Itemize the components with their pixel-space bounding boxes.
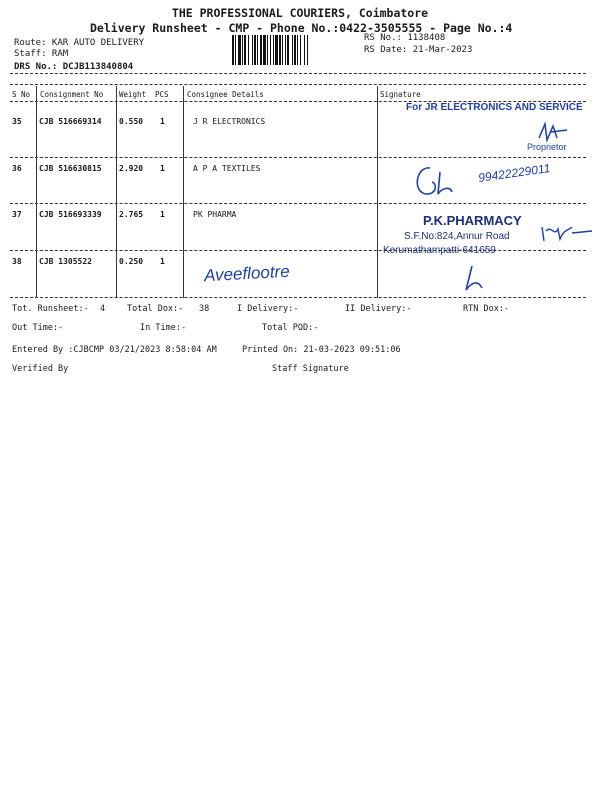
col-header-weight: Weight (119, 90, 147, 99)
barcode-bar (294, 35, 296, 65)
rs-number: RS No.: 1138408 (364, 33, 446, 43)
barcode-bar (260, 35, 262, 65)
barcode-bar (235, 35, 236, 65)
row-divider (10, 203, 586, 204)
page-title: THE PROFESSIONAL COURIERS, Coimbatore (171, 6, 429, 20)
row-consignment: CJB 516669314 (39, 117, 102, 126)
row-weight: 0.250 (119, 257, 144, 266)
route-label: Route: KAR AUTO DELIVERY (14, 38, 145, 48)
total-pod-label: Total POD:- (262, 323, 319, 333)
page-subtitle: Delivery Runsheet - CMP - Phone No.:0422-3505555 - Page No.:4 (90, 21, 513, 35)
barcode-bar (307, 35, 308, 65)
row-consignment: CJB 516630815 (39, 164, 102, 173)
column-line (36, 86, 37, 298)
row-consignee: PK PHARMA (193, 210, 237, 219)
barcode-bar (252, 35, 253, 65)
row-weight: 2.920 (119, 164, 144, 173)
barcode-bar (304, 35, 305, 65)
in-time-label: In Time:- (140, 323, 187, 333)
barcode-bar (238, 35, 241, 65)
barcode-graphic (232, 35, 356, 65)
barcode-bar (248, 35, 249, 65)
total-dox-label: Total Dox:- (127, 304, 184, 314)
tot-runsheet-label: Tot. Runsheet:- (12, 304, 89, 314)
barcode-bar (232, 35, 234, 65)
divider (10, 73, 586, 74)
col-header-signature: Signature (380, 90, 421, 99)
column-line (377, 86, 378, 298)
barcode-bar (242, 35, 243, 65)
row-pcs: 1 (160, 257, 165, 266)
column-line (183, 86, 184, 298)
barcode-bar (275, 35, 278, 65)
ii-delivery-label: II Delivery:- (345, 304, 412, 314)
signature-scribble-4 (452, 264, 492, 294)
barcode-bar (279, 35, 281, 65)
stamp-pk-pharmacy: P.K.PHARMACY (423, 213, 522, 228)
signature-scribble-3 (538, 217, 594, 251)
row-pcs: 1 (160, 210, 165, 219)
row-divider (10, 250, 586, 251)
row-sno: 38 (12, 257, 22, 266)
barcode-bar (297, 35, 298, 65)
row-pcs: 1 (160, 164, 165, 173)
row-sno: 36 (12, 164, 22, 173)
barcode-bar (263, 35, 266, 65)
row-consignee: A P A TEXTILES (193, 164, 261, 173)
rtn-dox-label: RTN Dox:- (463, 304, 510, 314)
barcode-bar (300, 35, 301, 65)
barcode-bar (287, 35, 289, 65)
barcode-bar (257, 35, 258, 65)
handwritten-phone: 99422229011 (477, 161, 552, 185)
rs-date: RS Date: 21-Mar-2023 (364, 45, 473, 55)
row-divider (10, 157, 586, 158)
out-time-label: Out Time:- (12, 323, 64, 333)
column-line (116, 86, 117, 298)
row-sno: 35 (12, 117, 22, 126)
col-header-consignee: Consignee Details (187, 90, 264, 99)
entered-by: Entered By :CJBCMP 03/21/2023 8:58:04 AM (12, 345, 217, 355)
i-delivery-label: I Delivery:- (237, 304, 299, 314)
barcode-bar (267, 35, 268, 65)
row-divider (10, 297, 586, 298)
total-dox-value: 38 (199, 304, 210, 314)
barcode-bar (292, 35, 293, 65)
row-weight: 2.765 (119, 210, 144, 219)
barcode-bar (282, 35, 283, 65)
col-header-consignment: Consignment No (40, 90, 104, 99)
staff-label: Staff: RAM (14, 49, 69, 59)
signature-scribble-1 (533, 118, 573, 148)
row-consignment: CJB 1305522 (39, 257, 92, 266)
barcode-bar (244, 35, 246, 65)
row-consignee: J R ELECTRONICS (193, 117, 266, 126)
stamp-proprietor: Proprietor (527, 142, 567, 152)
stamp-locality: Kerumathampatti-641659 (383, 245, 496, 256)
row-sno: 37 (12, 210, 22, 219)
stamp-jr-electronics: For JR ELECTRONICS AND SERVICE (406, 102, 583, 113)
barcode-bar (285, 35, 286, 65)
tot-runsheet-value: 4 (100, 304, 106, 314)
divider (10, 84, 586, 85)
verified-by: Verified By (12, 364, 69, 374)
row-consignment: CJB 516693339 (39, 210, 102, 219)
barcode-bar (273, 35, 274, 65)
col-header-pcs: PCS (155, 90, 169, 99)
stamp-address: S.F.No:824,Annur Road (404, 231, 510, 242)
printed-on: Printed On: 21-03-2023 09:51:06 (242, 345, 401, 355)
row-pcs: 1 (160, 117, 165, 126)
row-weight: 0.550 (119, 117, 144, 126)
barcode (232, 35, 356, 65)
col-header-sno: S No (12, 90, 31, 99)
barcode-bar (270, 35, 271, 65)
handwritten-signature: Aveeflootre (203, 261, 291, 286)
signature-scribble-2 (408, 162, 468, 202)
barcode-bar (254, 35, 256, 65)
staff-signature-label: Staff Signature (272, 364, 349, 374)
drs-number: DRS No.: DCJB113840804 (14, 62, 134, 72)
